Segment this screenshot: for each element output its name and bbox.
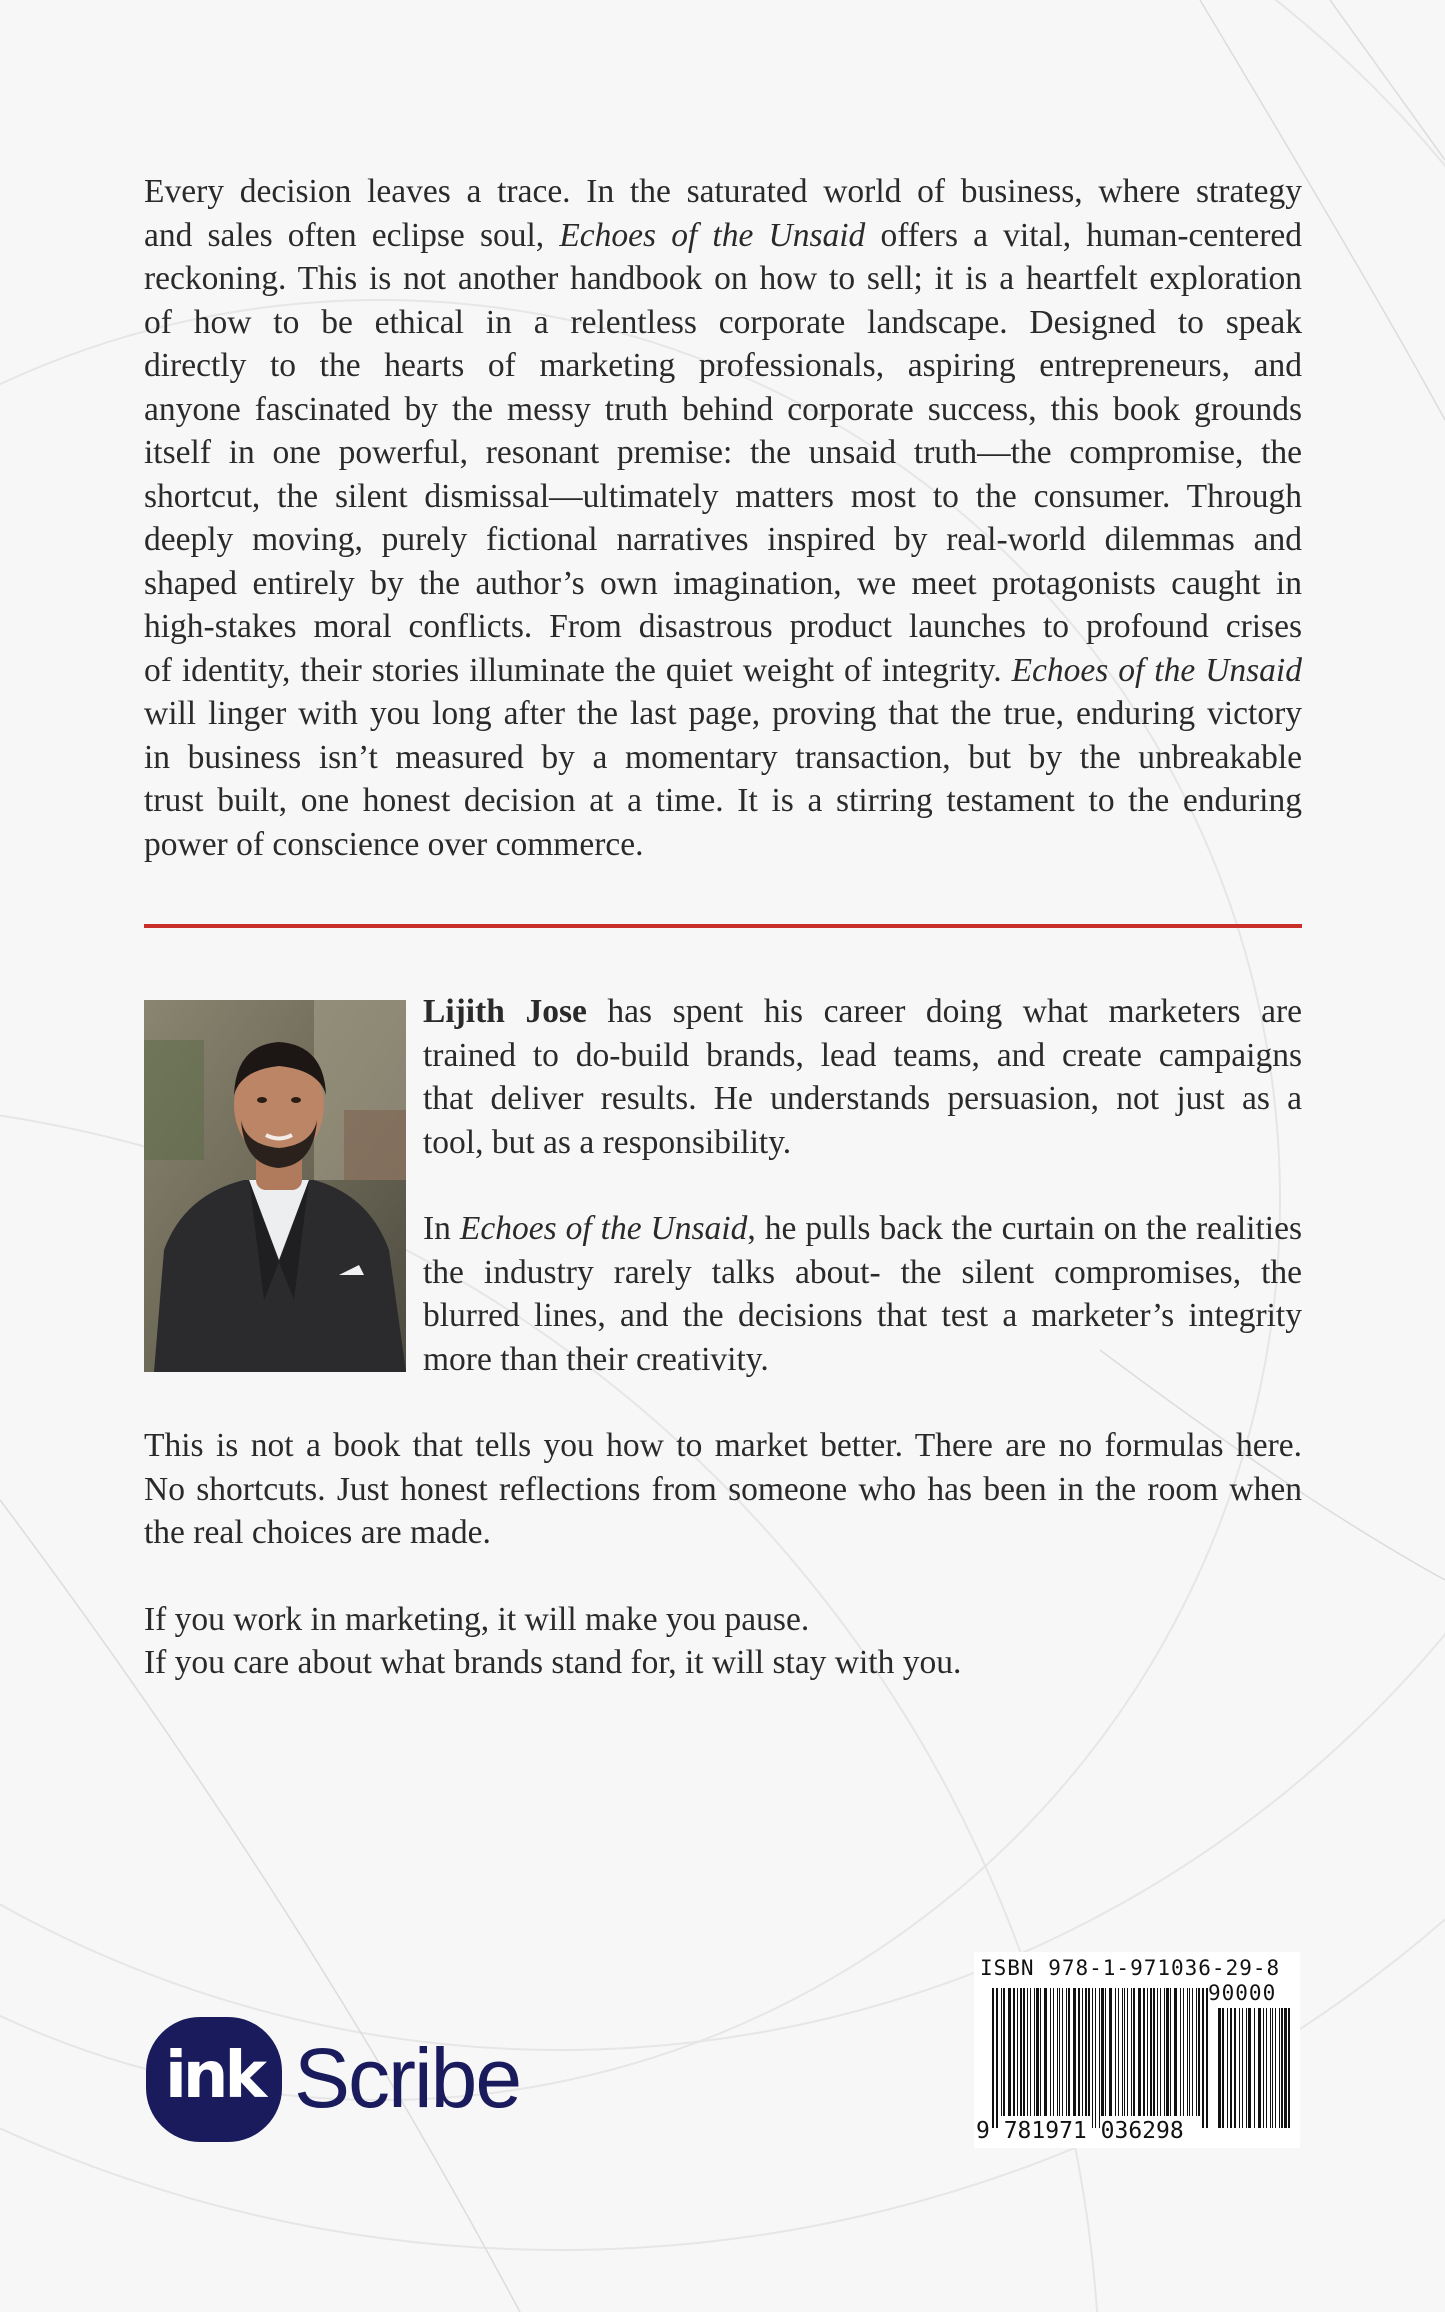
barcode-bar bbox=[1138, 1988, 1141, 2116]
red-divider bbox=[144, 924, 1302, 928]
barcode-bar bbox=[1189, 1988, 1190, 2116]
bio-line: more than their creativity. bbox=[423, 1340, 769, 1378]
barcode-bar bbox=[1040, 1988, 1041, 2116]
closing-line: If you care about what brands stand for, it will stay with you. bbox=[144, 1644, 962, 1681]
blurb-line: will linger with you long after the last page, proving that the true, enduring victory bbox=[144, 695, 1302, 732]
barcode-bar bbox=[1062, 1988, 1063, 2116]
bio-line: that deliver results. He understands persuasion, not just as a bbox=[423, 1080, 1302, 1117]
barcode-bar bbox=[1198, 1988, 1200, 2116]
barcode-bar bbox=[1230, 2008, 1232, 2128]
barcode-bar bbox=[1082, 1988, 1083, 2116]
barcode-bar bbox=[1124, 1988, 1125, 2116]
barcode-bar bbox=[996, 1988, 998, 2128]
barcode-bar bbox=[1036, 1988, 1039, 2116]
barcode-bar bbox=[1099, 1988, 1100, 2128]
blurb-text: offers a vital, human-centered bbox=[865, 216, 1303, 254]
blurb-text: of identity, their stories illuminate the quiet weight of integrity. bbox=[144, 651, 1012, 689]
blurb-line: shortcut, the silent dismissal—ultimately matters most to the consumer. Through bbox=[144, 477, 1302, 515]
barcode-bar bbox=[1092, 1988, 1093, 2128]
barcode-bar bbox=[1030, 1988, 1031, 2116]
barcode-bar bbox=[1034, 1988, 1035, 2116]
bio-line: tool, but as a responsibility. bbox=[423, 1123, 792, 1161]
barcode-bar bbox=[1001, 1988, 1002, 2116]
barcode-bar bbox=[1023, 1988, 1025, 2116]
bio-line: blurred lines, and the decisions that test a marketer’s integrity bbox=[423, 1297, 1302, 1334]
barcode-bar bbox=[1143, 1988, 1145, 2116]
barcode-bar bbox=[1254, 2008, 1255, 2128]
barcode-bar bbox=[1166, 1988, 1169, 2116]
blurb-text: and sales often eclipse soul, bbox=[144, 216, 560, 254]
book-description bbox=[144, 170, 1302, 866]
barcode-bar bbox=[1272, 2008, 1273, 2128]
isbn-label: ISBN 978-1-971036-29-8 bbox=[980, 1956, 1281, 1980]
barcode-bar bbox=[1192, 1988, 1193, 2116]
blurb-line: reckoning. This is not another handbook on how to sell; it is a heartfelt exploration bbox=[144, 260, 1302, 297]
barcode-bar bbox=[1202, 1988, 1204, 2128]
barcode-bar bbox=[1275, 2008, 1276, 2128]
barcode-bar bbox=[1248, 2008, 1251, 2128]
book-title-italic: Echoes of the Unsaid bbox=[459, 1210, 748, 1247]
isbn-barcode bbox=[974, 1952, 1300, 2148]
barcode-bar bbox=[1150, 1988, 1152, 2116]
barcode-digits: 9 781971 036298 bbox=[976, 2118, 1184, 2144]
barcode-bar bbox=[1057, 1988, 1058, 2116]
barcode-bar bbox=[1153, 1988, 1155, 2116]
blurb-line: itself in one powerful, resonant premise: the unsaid truth—the compromise, the bbox=[144, 434, 1302, 471]
bio-line: the industry rarely talks about- the silent compromises, the bbox=[423, 1253, 1302, 1291]
barcode-bar bbox=[1266, 2008, 1267, 2128]
bio-text: In bbox=[423, 1210, 460, 1247]
barcode-bar bbox=[1183, 1988, 1184, 2116]
blurb-line: trust built, one honest decision at a time. It is a stirring testament to the enduring bbox=[144, 782, 1302, 819]
barcode-bar bbox=[1187, 1988, 1188, 2116]
barcode-bar bbox=[1170, 1988, 1171, 2116]
barcode-bar bbox=[992, 1988, 994, 2128]
barcode-bar bbox=[1284, 2008, 1287, 2128]
barcode-bar bbox=[1066, 1988, 1067, 2116]
barcode-bar bbox=[1157, 1988, 1158, 2116]
barcode-bar bbox=[1196, 1988, 1197, 2116]
blurb-line bbox=[144, 214, 1302, 258]
barcode-bar bbox=[1239, 2008, 1240, 2128]
barcode-bar bbox=[1242, 2008, 1243, 2128]
barcode-bar bbox=[1101, 1988, 1104, 2116]
blurb-line: high-stakes moral conflicts. From disastrous product launches to profound crises bbox=[144, 608, 1302, 645]
blurb-line: Every decision leaves a trace. In the saturated world of business, where strategy bbox=[144, 173, 1302, 210]
barcode-bar bbox=[1008, 1988, 1011, 2116]
barcode-bar bbox=[1059, 1988, 1060, 2116]
blurb-line: power of conscience over commerce. bbox=[144, 825, 644, 863]
closing-line: No shortcuts. Just honest reflections from someone who has been in the room when bbox=[144, 1470, 1302, 1508]
bio-paragraph bbox=[423, 990, 1302, 1164]
closing-paragraph bbox=[144, 1598, 1302, 1685]
barcode-bar bbox=[1270, 2008, 1271, 2128]
blurb-line: in business isn’t measured by a momentary transaction, but by the unbreakable bbox=[144, 738, 1302, 776]
barcode-bar bbox=[1234, 2008, 1236, 2128]
blurb-line: directly to the hearts of marketing professionals, aspiring entrepreneurs, and bbox=[144, 347, 1302, 384]
barcode-bar bbox=[1222, 2008, 1224, 2128]
barcode-bar bbox=[1078, 1988, 1080, 2116]
author-photo bbox=[144, 1000, 406, 1372]
bio-text: , he pulls back the curtain on the realities bbox=[747, 1210, 1302, 1247]
barcode-bar bbox=[1050, 1988, 1051, 2116]
barcode-bar bbox=[1109, 1988, 1112, 2116]
barcode-bar bbox=[1227, 2008, 1228, 2128]
barcode-bar bbox=[1174, 1988, 1177, 2116]
barcode-bar bbox=[1044, 1988, 1047, 2116]
closing-line: This is not a book that tells you how to market better. There are no formulas here. bbox=[144, 1427, 1302, 1464]
blurb-line: shaped entirely by the author’s own imagination, we meet protagonists caught in bbox=[144, 564, 1302, 602]
barcode-bar bbox=[1020, 1988, 1022, 2116]
barcode-bar bbox=[1279, 2008, 1280, 2128]
barcode-bar bbox=[1085, 1988, 1087, 2116]
barcode-bar bbox=[1147, 1988, 1148, 2116]
barcode-bar bbox=[1258, 2008, 1261, 2128]
publisher-wordmark: Scribe bbox=[294, 2031, 521, 2125]
barcode-bar bbox=[1127, 1988, 1128, 2116]
blurb-line: of how to be ethical in a relentless corporate landscape. Designed to speak bbox=[144, 303, 1302, 341]
closing-line: the real choices are made. bbox=[144, 1514, 491, 1551]
author-bio bbox=[423, 990, 1302, 1381]
barcode-bar bbox=[1088, 1988, 1090, 2116]
barcode-bar bbox=[1180, 1988, 1181, 2116]
barcode-bar bbox=[1263, 2008, 1264, 2128]
barcode-addon-number: 90000 bbox=[1208, 1981, 1277, 2005]
blurb-line: anyone fascinated by the messy truth behind corporate success, this book grounds bbox=[144, 390, 1302, 428]
barcode-bar bbox=[1115, 1988, 1116, 2116]
book-title-italic: Echoes of the Unsaid bbox=[559, 216, 866, 254]
barcode-bar bbox=[1073, 1988, 1076, 2116]
barcode-bar bbox=[1003, 1988, 1005, 2116]
barcode-bar bbox=[1118, 1988, 1119, 2116]
publisher-logo bbox=[146, 2017, 546, 2142]
blurb-line: deeply moving, purely fictional narratives inspired by real-world dilemmas and bbox=[144, 521, 1302, 558]
author-name: Lijith Jose bbox=[423, 993, 587, 1030]
barcode-bar bbox=[1027, 1988, 1028, 2116]
bio-paragraph bbox=[423, 1207, 1302, 1381]
barcode-bar bbox=[1206, 1988, 1208, 2128]
barcode-bar bbox=[1288, 2008, 1290, 2128]
bio-text: has spent his career doing what marketers are bbox=[586, 993, 1303, 1030]
bio-line bbox=[423, 1207, 1302, 1251]
barcode-bar bbox=[1068, 1988, 1070, 2116]
barcode-bar bbox=[1095, 1988, 1096, 2128]
barcode-bar bbox=[1122, 1988, 1123, 2116]
barcode-bar bbox=[1133, 1988, 1135, 2116]
barcode-bar bbox=[1160, 1988, 1161, 2116]
bio-line bbox=[423, 990, 1302, 1034]
barcode-bar bbox=[1017, 1988, 1018, 2116]
barcode-bar bbox=[1105, 1988, 1106, 2116]
closing-paragraph bbox=[144, 1424, 1302, 1555]
closing-text bbox=[144, 1424, 1302, 1685]
barcode-bar bbox=[1218, 2008, 1221, 2128]
blurb-line bbox=[144, 649, 1302, 693]
barcode-bar bbox=[1131, 1988, 1132, 2116]
book-title-italic: Echoes of the Unsaid bbox=[1011, 651, 1302, 689]
barcode-bar bbox=[1164, 1988, 1165, 2116]
barcode-bar bbox=[1281, 2008, 1283, 2128]
barcode-bar bbox=[1013, 1988, 1015, 2116]
closing-line: If you work in marketing, it will make you pause. bbox=[144, 1600, 810, 1638]
barcode-bar bbox=[1053, 1988, 1054, 2116]
ink-badge-icon: ink bbox=[146, 2017, 282, 2142]
bio-line: trained to do-build brands, lead teams, and create campaigns bbox=[423, 1036, 1302, 1074]
barcode-bar bbox=[1246, 2008, 1247, 2128]
